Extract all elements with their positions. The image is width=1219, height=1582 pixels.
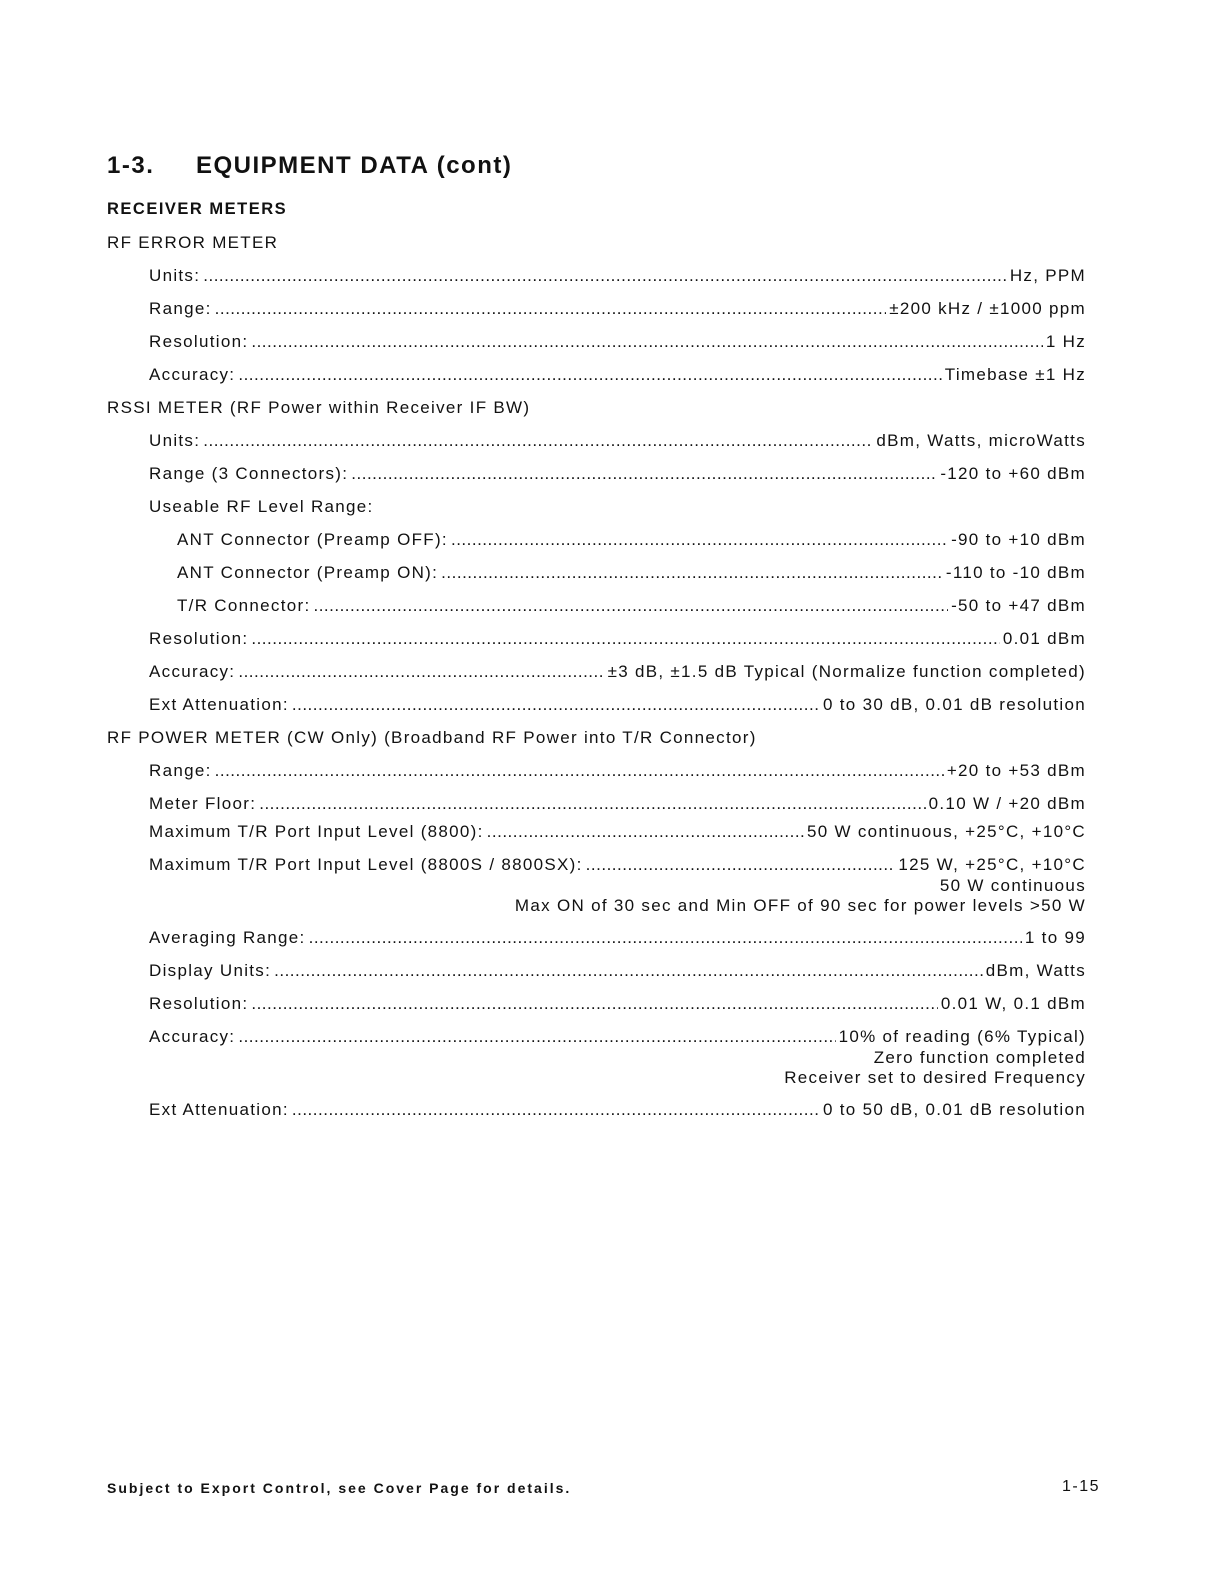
spec-label: Ext Attenuation: <box>149 695 289 714</box>
spec-label: Range: <box>149 299 212 318</box>
spec-label: Accuracy: <box>149 662 236 681</box>
spec-label: Useable RF Level Range: <box>149 497 374 516</box>
dot-leader <box>292 1099 820 1121</box>
spec-value: 50 W continuous, +25°C, +10°C <box>806 822 1086 841</box>
spec-label: T/R Connector: <box>177 596 311 615</box>
spec-label: Range (3 Connectors): <box>149 464 349 483</box>
spec-value: 125 W, +25°C, +10°C <box>898 855 1086 874</box>
spec-label: Ext Attenuation: <box>149 1100 289 1119</box>
spec-row-max-input-8800 <box>149 821 1086 843</box>
spec-row-power-range <box>149 760 1086 782</box>
dot-leader <box>309 927 1022 949</box>
spec-value: -90 to +10 dBm <box>951 530 1086 549</box>
spec-value: 0.10 W / +20 dBm <box>928 794 1086 813</box>
dot-leader <box>292 694 820 716</box>
dot-leader <box>441 562 943 584</box>
dot-leader <box>586 854 896 876</box>
dot-leader <box>451 529 948 551</box>
spec-row-rf-error-range <box>149 298 1086 320</box>
spec-row-display-units <box>149 960 1086 982</box>
spec-row-rssi-useable-range <box>149 496 1086 518</box>
spec-value: 0 to 30 dB, 0.01 dB resolution <box>823 695 1086 714</box>
rf-power-meter-title: RF POWER METER (CW Only) (Broadband RF Power into T/R Connector) <box>107 728 757 747</box>
spec-label: Averaging Range: <box>149 928 306 947</box>
spec-value: Timebase ±1 Hz <box>944 365 1086 384</box>
section-number: 1-3. <box>107 152 155 179</box>
spec-value: ±3 dB, ±1.5 dB Typical (Normalize function completed) <box>607 662 1086 681</box>
spec-value: 0.01 W, 0.1 dBm <box>940 994 1086 1013</box>
spec-row-rssi-accuracy <box>149 661 1086 683</box>
spec-value: +20 to +53 dBm <box>946 761 1086 780</box>
spec-continuation: 50 W continuous <box>939 876 1086 895</box>
spec-label: ANT Connector (Preamp OFF): <box>177 530 448 549</box>
spec-row-rf-error-resolution <box>149 331 1086 353</box>
spec-value: dBm, Watts, microWatts <box>876 431 1086 450</box>
spec-continuation: Max ON of 30 sec and Min OFF of 90 sec for power levels >50 W <box>514 896 1086 915</box>
dot-leader <box>215 760 944 782</box>
spec-value: -120 to +60 dBm <box>940 464 1086 483</box>
spec-value: -50 to +47 dBm <box>951 596 1086 615</box>
spec-label: Resolution: <box>149 994 249 1013</box>
spec-row-averaging-range <box>149 927 1086 949</box>
spec-row-power-ext-attenuation <box>149 1099 1086 1121</box>
spec-label: Resolution: <box>149 332 249 351</box>
page-heading <box>107 152 512 180</box>
spec-label: Accuracy: <box>149 365 236 384</box>
dot-leader <box>238 364 941 386</box>
spec-label: Accuracy: <box>149 1027 236 1046</box>
spec-value: 1 to 99 <box>1024 928 1086 947</box>
dot-leader <box>259 793 925 815</box>
spec-label: Resolution: <box>149 629 249 648</box>
spec-row-ant-preamp-on <box>177 562 1086 584</box>
dot-leader <box>203 430 873 452</box>
spec-row-ant-preamp-off <box>177 529 1086 551</box>
page-number: 1-15 <box>1061 1478 1100 1495</box>
spec-label: ANT Connector (Preamp ON): <box>177 563 439 582</box>
spec-label: Meter Floor: <box>149 794 257 813</box>
spec-row-power-resolution <box>149 993 1086 1015</box>
dot-leader <box>351 463 937 485</box>
spec-label: Maximum T/R Port Input Level (8800S / 8800SX): <box>149 855 583 874</box>
dot-leader <box>238 1026 835 1048</box>
spec-row-rf-error-units <box>149 265 1086 287</box>
spec-value: 0.01 dBm <box>1002 629 1086 648</box>
section-title: EQUIPMENT DATA (cont) <box>196 152 513 179</box>
dot-leader <box>487 821 804 843</box>
spec-row-meter-floor <box>149 793 1086 815</box>
spec-row-rssi-resolution <box>149 628 1086 650</box>
receiver-meters-heading: RECEIVER METERS <box>107 200 288 218</box>
spec-row-max-input-8800s <box>149 854 1086 876</box>
spec-value: 1 Hz <box>1045 332 1086 351</box>
rssi-meter-title: RSSI METER (RF Power within Receiver IF BW) <box>107 398 531 417</box>
spec-value: ±200 kHz / ±1000 ppm <box>889 299 1086 318</box>
spec-value: dBm, Watts <box>985 961 1086 980</box>
spec-row-power-accuracy <box>149 1026 1086 1048</box>
spec-value: Hz, PPM <box>1009 266 1086 285</box>
spec-value: -110 to -10 dBm <box>945 563 1086 582</box>
dot-leader <box>203 265 1007 287</box>
spec-row-rf-error-accuracy <box>149 364 1086 386</box>
dot-leader <box>251 993 937 1015</box>
spec-value: 0 to 50 dB, 0.01 dB resolution <box>823 1100 1086 1119</box>
dot-leader <box>313 595 948 617</box>
spec-label: Range: <box>149 761 212 780</box>
spec-row-rssi-ext-attenuation <box>149 694 1086 716</box>
dot-leader <box>274 960 983 982</box>
spec-row-rssi-range <box>149 463 1086 485</box>
dot-leader <box>251 331 1042 353</box>
dot-leader <box>215 298 887 320</box>
spec-continuation: Receiver set to desired Frequency <box>784 1068 1086 1087</box>
rf-error-meter-title: RF ERROR METER <box>107 233 279 252</box>
spec-continuation: Zero function completed <box>873 1048 1086 1067</box>
export-control-notice: Subject to Export Control, see Cover Page for details. <box>107 1480 572 1496</box>
spec-row-rssi-units <box>149 430 1086 452</box>
spec-row-tr-connector <box>177 595 1086 617</box>
dot-leader <box>238 661 604 683</box>
spec-value: 10% of reading (6% Typical) <box>838 1027 1086 1046</box>
spec-label: Display Units: <box>149 961 272 980</box>
dot-leader <box>251 628 999 650</box>
spec-label: Maximum T/R Port Input Level (8800): <box>149 822 484 841</box>
spec-list <box>107 232 1086 1132</box>
spec-label: Units: <box>149 266 201 285</box>
spec-label: Units: <box>149 431 201 450</box>
